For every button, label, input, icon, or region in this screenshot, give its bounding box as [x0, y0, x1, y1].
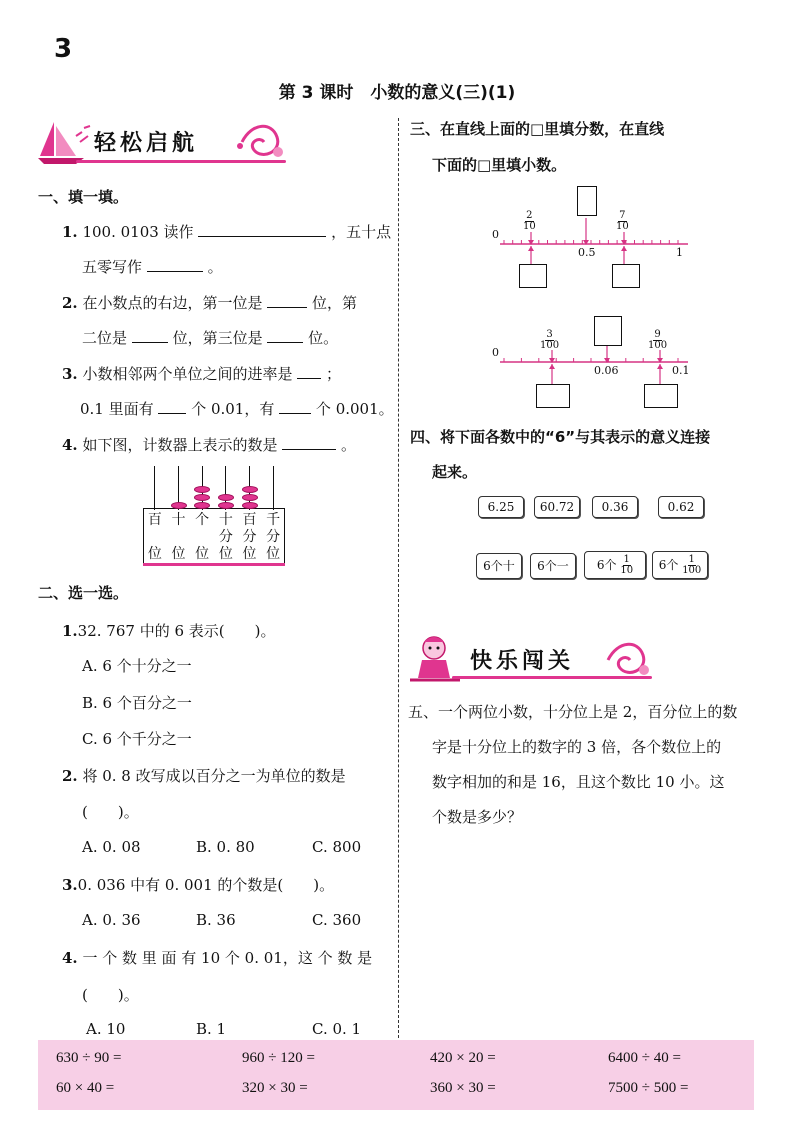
abacus-bead: [194, 486, 210, 493]
section2-heading: 二、选一选。: [38, 584, 129, 602]
abacus-bead: [218, 502, 234, 509]
banner-kuaile: [408, 632, 658, 684]
sailboat-icon: [36, 116, 96, 166]
section4-heading-line2: 起来。: [432, 463, 478, 481]
fraction-denominator: 10: [620, 565, 634, 576]
section1-heading: 一、填一填。: [38, 188, 129, 206]
question-text: 个 0.01，有: [191, 400, 275, 418]
column-divider: [398, 118, 399, 1038]
s1-q2-line2: [82, 327, 338, 348]
question-number: 4.: [62, 949, 78, 967]
s1-q1-line1: [62, 221, 391, 242]
banner-title-left: 轻松启航: [94, 131, 199, 156]
abacus-place-label: 百 分 位: [242, 512, 257, 562]
answer-blank[interactable]: [147, 257, 203, 272]
section5-line4: 个数是多少？: [432, 808, 523, 826]
banner-underline: [76, 160, 286, 163]
fraction-label: [523, 211, 536, 232]
question-text: ；: [326, 365, 342, 383]
abacus-place-label: 个 位: [195, 512, 210, 562]
question-text: 100. 0103 读作: [82, 223, 194, 241]
abacus-bead: [242, 486, 258, 493]
s2-q4-line1: [62, 947, 372, 968]
fraction-answer-box[interactable]: [577, 186, 597, 216]
meaning-card[interactable]: [652, 551, 708, 579]
abacus-place-label: 百 位: [147, 512, 162, 562]
s1-q2-line1: [62, 292, 357, 313]
s2-q3-option-c[interactable]: C. 360: [312, 911, 362, 929]
question-number: 1.: [62, 223, 78, 241]
tick-label-end: 1: [676, 246, 683, 259]
fraction-numerator: 7: [619, 210, 626, 221]
tick-label-0: 0: [492, 228, 499, 241]
footer-wave-edge: [38, 1036, 754, 1044]
fraction-numerator: 1: [623, 554, 630, 565]
fraction-numerator: 2: [526, 210, 533, 221]
banner-title-right: 快乐闯关: [470, 649, 575, 674]
abacus-bead: [194, 494, 210, 501]
decimal-answer-box[interactable]: [519, 264, 547, 288]
s2-q3: [62, 874, 334, 895]
fraction-denominator: 100: [648, 340, 668, 351]
abacus-base: [143, 563, 285, 566]
fraction-label: [540, 330, 559, 351]
number-card[interactable]: 0.62: [658, 496, 704, 518]
s2-q1-option-c[interactable]: C. 6 个千分之一: [82, 730, 192, 748]
question-text: 0.1 里面有: [80, 400, 154, 418]
question-text: 小数相邻两个单位之间的进率是: [82, 365, 293, 383]
s2-q4-option-c[interactable]: C. 0. 1: [312, 1020, 362, 1038]
s2-q1-option-a[interactable]: A. 6 个十分之一: [82, 657, 192, 675]
meaning-card[interactable]: 6个一: [530, 553, 576, 579]
question-number: 1.: [62, 622, 78, 640]
tick-label-0: 0: [492, 346, 499, 359]
number-card[interactable]: 0.36: [592, 496, 638, 518]
question-text: 。: [341, 436, 357, 454]
question-text: ，五十点: [331, 223, 392, 241]
banner-underline: [452, 676, 652, 679]
number-line-1: [488, 184, 698, 294]
s1-q4-line1: [62, 434, 356, 455]
fraction-label: [616, 211, 629, 232]
s1-q3-line2: [80, 398, 394, 419]
flower-ornament-icon: [598, 640, 654, 680]
tick-label-end: 0.1: [672, 364, 690, 377]
question-text: 0. 036 中有 0. 001 的个数是( )。: [77, 876, 335, 894]
question-number: 2.: [62, 294, 78, 312]
fraction-denominator: 10: [523, 221, 536, 232]
math-problem: 6400 ÷ 40 =: [608, 1050, 681, 1066]
abacus-figure: [143, 466, 285, 566]
s2-q2-option-a[interactable]: A. 0. 08: [82, 838, 141, 856]
section3-heading-line2: 下面的□里填小数。: [432, 156, 567, 174]
meaning-fraction: [620, 555, 633, 576]
s2-q3-option-b[interactable]: B. 36: [196, 911, 236, 929]
flower-ornament-icon: [232, 122, 292, 162]
math-problem: 420 × 20 =: [430, 1050, 496, 1066]
abacus-place-label: 十 分 位: [218, 512, 233, 562]
question-text: 如下图，计数器上表示的数是: [82, 436, 278, 454]
math-problem: 630 ÷ 90 =: [56, 1050, 122, 1066]
question-number: 3.: [62, 876, 78, 894]
number-card[interactable]: 6.25: [478, 496, 524, 518]
answer-blank[interactable]: [279, 399, 311, 414]
math-problem: 60 × 40 =: [56, 1080, 115, 1096]
question-number: 4.: [62, 436, 78, 454]
answer-blank[interactable]: [267, 293, 307, 308]
section3-heading-line1: 三、在直线上面的□里填分数，在直线: [410, 120, 665, 138]
math-problem: 360 × 30 =: [430, 1080, 496, 1096]
answer-blank[interactable]: [282, 435, 336, 450]
s2-q2-option-b[interactable]: B. 0. 80: [196, 838, 255, 856]
meaning-card[interactable]: 6个十: [476, 553, 522, 579]
fraction-answer-box[interactable]: [594, 316, 622, 346]
page-title: 第 3 课时 小数的意义(三)(1): [278, 83, 516, 103]
s2-q2-option-c[interactable]: C. 800: [312, 838, 362, 856]
answer-blank[interactable]: [132, 328, 168, 343]
abacus-place-label: 千 分 位: [266, 512, 281, 562]
question-text: 一 个 数 里 面 有 10 个 0. 01，这 个 数 是: [82, 949, 373, 967]
question-number: 3.: [62, 365, 78, 383]
question-text: 五零写作: [82, 258, 143, 276]
question-text: 二位是: [82, 329, 128, 347]
question-text: 。: [207, 258, 223, 276]
math-problem: 960 ÷ 120 =: [242, 1050, 315, 1066]
abacus-bead: [242, 502, 258, 509]
tick-label-mid: 0.5: [578, 246, 596, 259]
fraction-denominator: 100: [682, 565, 702, 576]
banner-qingsong: [36, 116, 296, 166]
question-text: 将 0. 8 改写成以百分之一为单位的数是: [82, 767, 346, 785]
fraction-numerator: 3: [546, 329, 553, 340]
question-text: 位，第三位是: [172, 329, 263, 347]
abacus-bead: [242, 494, 258, 501]
s2-q3-option-a[interactable]: A. 0. 36: [82, 911, 141, 929]
s2-q4-option-b[interactable]: B. 1: [196, 1020, 227, 1038]
s1-q3-line1: [62, 363, 341, 384]
section5-line3: 数字相加的和是 16，且这个数比 10 小。这: [432, 773, 725, 791]
question-number: 2.: [62, 767, 78, 785]
fraction-denominator: 10: [616, 221, 629, 232]
abacus-rod: [154, 466, 155, 510]
abacus-bead: [218, 494, 234, 501]
question-text: 位。: [308, 329, 339, 347]
question-text: 32. 767 中的 6 表示( )。: [77, 622, 276, 640]
s2-q4-line2: ( )。: [82, 986, 139, 1004]
s2-q1-option-b[interactable]: B. 6 个百分之一: [82, 694, 192, 712]
fraction-numerator: 1: [688, 554, 695, 565]
answer-blank[interactable]: [198, 222, 326, 237]
meaning-fraction: [682, 555, 701, 576]
abacus-bead: [171, 502, 187, 509]
math-problem: 320 × 30 =: [242, 1080, 308, 1096]
mental-math-footer: [38, 1040, 754, 1110]
s2-q2-line1: [62, 765, 346, 786]
s2-q4-option-a[interactable]: A. 10: [86, 1020, 126, 1038]
section5-line2: 字是十分位上的数字的 3 倍，各个数位上的: [432, 738, 722, 756]
number-line-2: [488, 312, 698, 412]
question-text: 在小数点的右边，第一位是: [82, 294, 263, 312]
decimal-answer-box[interactable]: [644, 384, 678, 408]
s1-q1-line2: [82, 256, 223, 277]
meaning-prefix: 6个: [658, 558, 679, 572]
abacus-place-label: 十 位: [171, 512, 186, 562]
s2-q2-line2: ( )。: [82, 803, 139, 821]
number-card[interactable]: 60.72: [534, 496, 580, 518]
fraction-label: [648, 330, 667, 351]
abacus-top-edge: [143, 508, 285, 509]
answer-blank[interactable]: [158, 399, 186, 414]
fraction-denominator: 100: [540, 340, 560, 351]
decimal-answer-box[interactable]: [536, 384, 570, 408]
section5-line1: 五、一个两位小数，十分位上是 2，百分位上的数: [408, 703, 738, 721]
tick-label-mid: 0.06: [594, 364, 619, 377]
s2-q1: [62, 620, 275, 641]
meaning-prefix: 6个: [596, 558, 617, 572]
meaning-card[interactable]: [584, 551, 646, 579]
page-number: 3: [54, 34, 73, 64]
answer-blank[interactable]: [267, 328, 303, 343]
section4-heading-line1: 四、将下面各数中的“6”与其表示的意义连接: [410, 428, 711, 446]
decimal-answer-box[interactable]: [612, 264, 640, 288]
answer-blank[interactable]: [297, 364, 321, 379]
question-text: 个 0.001。: [315, 400, 394, 418]
math-problem: 7500 ÷ 500 =: [608, 1080, 689, 1096]
abacus-rod: [273, 466, 274, 510]
question-text: 位，第: [312, 294, 358, 312]
fraction-numerator: 9: [654, 329, 661, 340]
